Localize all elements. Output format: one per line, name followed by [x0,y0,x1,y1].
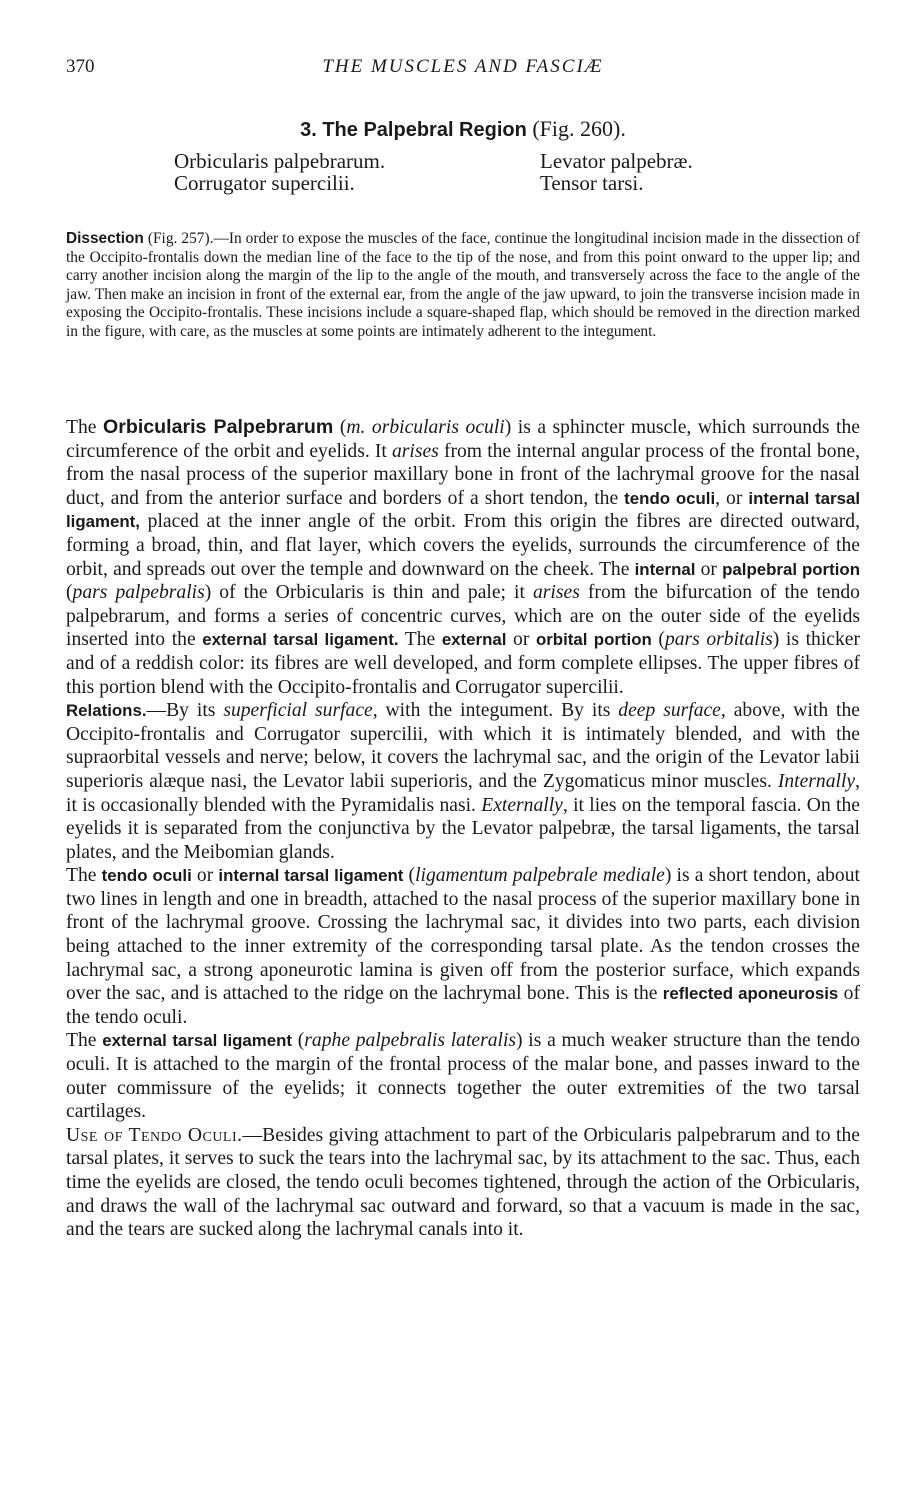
text-run: ) is a much weaker structure than the tendo oculi. It is attached to the margin of the frontal process of the malar bone, and passes inward to the outer commissure of the eyelids; it connects together the outer extremities of the two tarsal cartilages. [66,1030,860,1123]
section-number: 3. [300,119,317,141]
term-internal-tarsal-ligament: internal tarsal ligament, [66,488,860,532]
term-external: external [441,630,507,650]
text-run: placed at the inner angle of the orbit. From this origin the fibres are directed outward, forming a broad, thin, and flat layer, which covers the eyelids, surrounds the circumference of the orbit, and spreads out over the temple and downward on the cheek. The [66,511,860,580]
text-run: , it is occasionally blended with the Pyramidalis nasi. [66,770,860,816]
latin-term: raphe palpebralis lateralis [304,1030,517,1052]
text-run: ) is a short tendon, about two lines in length and one in breadth, attached to the nasal process of the superior maxillary bone in front of the lachrymal groove. Crossing the lachrymal sac, it divides into two parts, each division being attached to the inner extremity of the corresponding tarsal plate. As the tendon crosses the lachrymal sac, a strong aponeurotic lamina is given off from the posterior surface, which expands over the sac, and is attached to the ridge on the lachrymal bone. This is the [66,865,860,1005]
subheading-use-of-tendo-oculi: Use of Tendo Oculi. [66,1124,243,1146]
latin-term: pars palpebralis [72,582,205,604]
text-run: , with the integument. By its [372,700,619,722]
text-run: ( [66,582,73,604]
emphasis: Externally [481,794,563,816]
latin-term: ligamentum palpebrale mediale [415,865,665,887]
paragraph-tendo-oculi [66,864,860,1029]
text-run: —By its [146,700,224,722]
term-reflected-aponeurosis: reflected aponeurosis [662,984,839,1004]
muscle-list-left [174,150,385,194]
text-run: or [191,865,219,887]
text-run: The [398,629,442,651]
dissection-text: (Fig. 257).—In order to expose the muscles of the face, continue the longitudinal incision made in the dissection of the Occipito-frontalis down the median line of the face to the tip of the nose, and from this point onward to the upper lip; and carry another incision along the margin of the lip to the angle of the mouth, and transversely across the face to the angle of the jaw. Then make an incision in front of the external ear, from the angle of the jaw upward, to join the transverse incision made in exposing the Occipito-frontalis. These incisions include a square-shaped flap, which should be removed in the direction marked in the figure, with care, as the muscles at some points are intimately adherent to the integument. [66,230,860,340]
emphasis: superficial surface [223,700,373,722]
emphasis: deep surface [618,700,721,722]
section-figure-reference: (Fig. 260). [532,116,626,141]
text-run: or [506,629,536,651]
text-run: ( [292,1030,305,1052]
page-number: 370 [66,56,95,77]
emphasis: arises [533,582,580,604]
text-run: ) is a sphincter muscle, which surrounds the circumference of the orbit and eyelids. It [66,417,860,462]
text-run: ( [651,629,665,651]
muscle-list-item: Levator palpebræ. [540,149,693,173]
term-external-tarsal-ligament: external tarsal ligament. [202,630,399,650]
text-run: , it lies on the temporal fascia. On the eyelids it is separated from the conjunctiva by the Levator palpebræ, the tarsal ligaments, the tarsal plates, and the Meibomian glands. [66,794,860,863]
section-title: The Palpebral Region [322,119,527,141]
body-text [66,416,860,1242]
term-tendo-oculi: tendo oculi [624,488,716,508]
text-run: of the tendo oculi. [66,983,860,1028]
text-run: The [66,1030,103,1052]
text-run: ) of the Orbicularis is thin and pale; it [204,582,533,604]
term-tendo-oculi: tendo oculi [101,866,192,886]
term-internal: internal [634,559,696,579]
text-run: ( [403,865,416,887]
text-run: , above, with the Occipito-frontalis and Corrugator supercilii, with which it is intimately blended, and with the supraorbital vessels and nerve; below, it covers the lachrymal sac, and the origin of the Levator labii superioris alæque nasi, the Levator labii superioris, and the Zygomaticus minor muscles. [66,700,860,792]
muscle-list-item: Tensor tarsi. [540,171,644,195]
dissection-note [66,230,860,342]
muscle-list-item: Corrugator supercilii. [174,171,355,195]
text-run: —Besides giving attachment to part of the Orbicularis palpebrarum and to the tarsal plates, it serves to suck the tears into the lachrymal sac, by its attachment to the sac. Thus, each time the eyelids are closed, the tendo oculi becomes tightened, through the action of the Orbicularis, and draws the wall of the lachrymal sac outward and forward, so that a vacuum is made in the sac, and the tears are sucked along the lachrymal canals into it. [66,1124,860,1241]
term-orbital-portion: orbital portion [535,630,652,650]
muscle-list-item: Orbicularis palpebrarum. [174,149,386,173]
text-run: ) is thicker and of a reddish color: its fibres are well developed, and form complete ellipses. The upper fibres of this portion blend with the Occipito-frontalis and Corrugator supercilii. [66,629,860,698]
text-run: from the bifurcation of the tendo palpebrarum, and forms a series of concentric curves, which are on the outer side of the eyelids inserted into the [66,582,860,651]
term-palpebral-portion: palpebral portion [722,559,860,579]
latin-term: m. orbicularis oculi [346,417,505,438]
text-run: , or [715,487,749,509]
running-title: THE MUSCLES AND FASCIÆ [322,56,604,77]
text-run: ( [333,417,347,438]
emphasis: arises [391,440,439,462]
paragraph-orbicularis [66,416,860,699]
text-run: The [66,417,103,438]
section-heading [66,116,860,142]
term-internal-tarsal-ligament: internal tarsal ligament [218,866,404,886]
paragraph-use-of-tendo-oculi [66,1124,860,1242]
latin-term: pars orbitalis [664,629,773,651]
paragraph-relations [66,699,860,864]
text-run: The [66,865,102,887]
text-run: or [695,558,723,580]
term-relations: Relations. [66,701,147,721]
term-orbicularis-palpebrarum: Orbicularis Palpebrarum [102,416,334,438]
paragraph-external-tarsal-ligament [66,1029,860,1123]
dissection-label: Dissection [66,230,144,247]
muscle-list-right [540,150,693,194]
emphasis: Internally [777,770,856,792]
text-run: from the internal angular process of the frontal bone, from the nasal process of the superior maxillary bone in front of the lachrymal groove for the nasal duct, and from the anterior surface and borders of a short tendon, the [66,440,860,509]
term-external-tarsal-ligament: external tarsal ligament [102,1031,293,1051]
running-head [66,56,860,86]
